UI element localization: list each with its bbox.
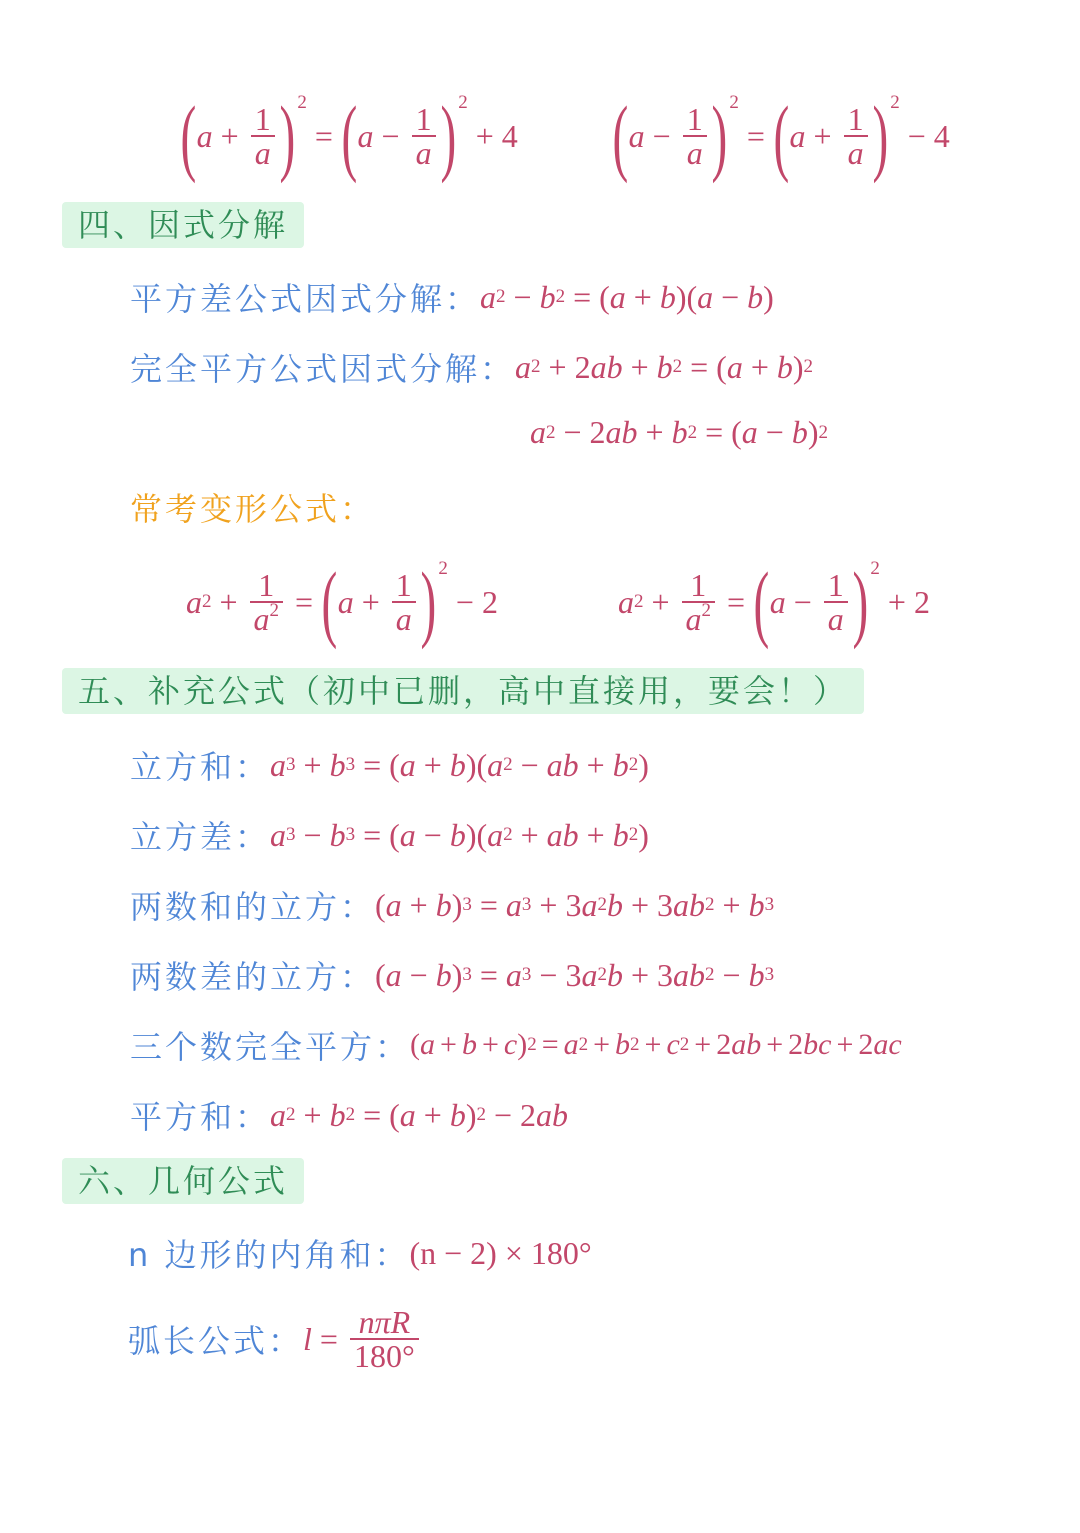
- formula-row-arc-length: [128, 1306, 423, 1372]
- formula: a 2 − b 2 = ( a + b )( a − b ): [480, 278, 774, 315]
- formula-label: 平方差公式因式分解：: [130, 280, 481, 318]
- var-a: a: [196, 117, 213, 154]
- formula-perfect-square-minus: a 2 − 2 ab + b 2 = ( a − b ) 2: [530, 414, 828, 450]
- formula: ( a − b ) 3 = a 3 − 3 a 2 b + 3 ab 2 − b 3: [375, 956, 775, 993]
- variant-formula-1: a 2 + $\frac{1}{a^2}$ = ( a + $\frac{1}{a}$ ) 2 − 2: [186, 554, 498, 650]
- formula-row-cube-of-sum: [130, 882, 774, 928]
- top-formula-1: ( a + $\frac{1}{a}$ ) 2 = ( a − $\frac{1}{a}$ ) 2 + 4: [180, 88, 518, 184]
- formula: ( a + b ) 3 = a 3 + 3 a 2 b + 3 ab 2 + b 3: [375, 886, 775, 923]
- formula-row-perfect-square: [130, 344, 813, 390]
- formula: (n − 2) × 180°: [409, 1234, 592, 1271]
- section-heading-6: 六、几何公式: [62, 1158, 304, 1204]
- common-variants-label: 常考变形公式：: [130, 490, 376, 528]
- formula: ( a + b + c ) 2 = a 2 + b 2 + c 2 + 2 ab + 2 bc + 2 ac: [410, 1028, 902, 1061]
- section-heading-4: 四、因式分解: [62, 202, 304, 248]
- formula-label: 完全平方公式因式分解：: [130, 350, 516, 388]
- formula: a 3 + b 3 = ( a + b )( a 2 − ab + b 2 ): [270, 746, 649, 783]
- formula-row-diff-cubes: [130, 812, 649, 858]
- fraction: $\frac{\text{nπR}}{180^\circ}$: [350, 1306, 419, 1372]
- top-formula-2: ( a − $\frac{1}{a}$ ) 2 = ( a + $\frac{1}{a}$ ) 2 − 4: [612, 88, 950, 184]
- variant-formula-2: a 2 + $\frac{1}{a^2}$ = ( a − $\frac{1}{a}$ ) 2 + 2: [618, 554, 930, 650]
- formula: a 2 + b 2 = ( a + b ) 2 − 2 ab: [270, 1096, 569, 1133]
- fraction: $\frac{1}{a}$: [844, 103, 868, 169]
- formula-row-polygon-angles: [128, 1230, 592, 1276]
- formula-label: 两数差的立方：: [130, 958, 376, 996]
- fraction: $\frac{1}{a}$: [683, 103, 707, 169]
- formula-row-diff-squares: [130, 274, 774, 320]
- formula-row-cube-of-diff: [130, 952, 774, 998]
- fraction: $\frac{1}{a^2}$: [250, 569, 284, 635]
- fraction: $\frac{1}{a}$: [251, 103, 275, 169]
- formula-label: 立方和：: [130, 748, 271, 786]
- formula-row-sum-squares: [130, 1092, 568, 1138]
- formula-label: 两数和的立方：: [130, 888, 376, 926]
- formula: a 2 + 2 ab + b 2 = ( a + b ) 2: [515, 348, 814, 385]
- formula-row-three-term-square: [130, 1022, 902, 1068]
- formula-label: 弧长公式：: [128, 1322, 304, 1360]
- formula: l = $\frac{\text{nπR}}{180^\circ}$: [303, 1306, 423, 1372]
- fraction: $\frac{1}{a^2}$: [682, 569, 716, 635]
- formula-label: n 边形的内角和：: [128, 1236, 410, 1274]
- fraction: $\frac{1}{a}$: [412, 103, 436, 169]
- formula: a 3 − b 3 = ( a − b )( a 2 + ab + b 2 ): [270, 816, 649, 853]
- formula-label: 平方和：: [130, 1098, 271, 1136]
- formula-label: 三个数完全平方：: [130, 1028, 411, 1066]
- section-heading-5: 五、补充公式（初中已删，高中直接用，要会！）: [62, 668, 864, 714]
- formula-row-sum-cubes: [130, 742, 649, 788]
- formula-label: 立方差：: [130, 818, 271, 856]
